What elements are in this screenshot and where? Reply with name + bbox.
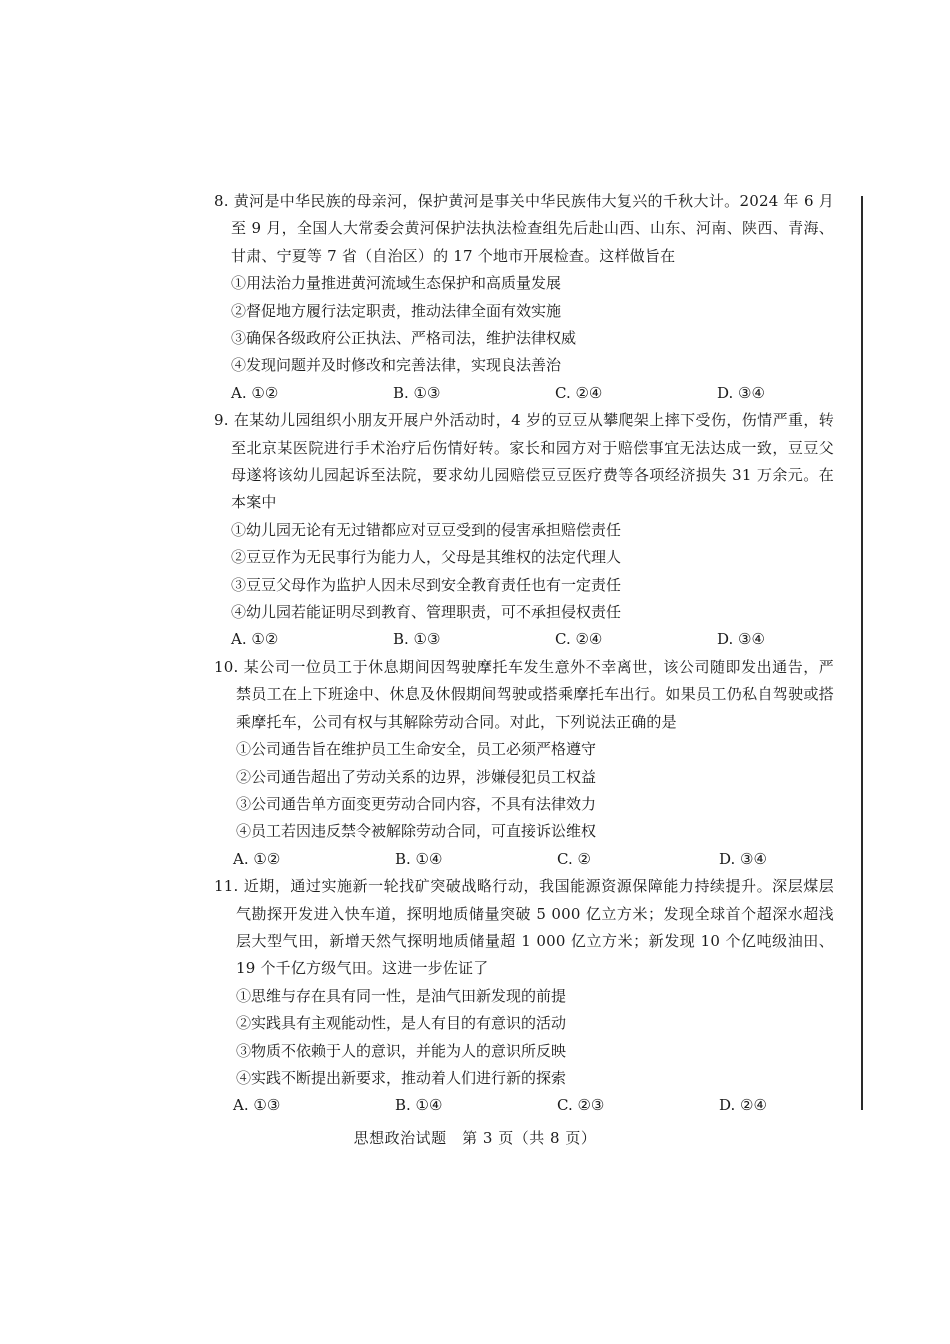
answer-choice-a: A. ①② [233,849,281,868]
statement-option: ②公司通告超出了劳动关系的边界，涉嫌侵犯员工权益 [236,767,597,786]
statement-option: ④幼儿园若能证明尽到教育、管理职责，可不承担侵权责任 [231,603,622,622]
question-stem: 9. 在某幼儿园组织小朋友开展户外活动时，4 岁的豆豆从攀爬架上摔下受伤，伤情严重，转至北京某医院进行手术治疗后伤情好转。家长和园方对于赔偿事宜无法达成一致，豆豆父母遂将该幼儿园起诉至法院，要求幼儿园赔偿豆豆医疗费等各项经济损失 31 万余元。在本案中 [214,411,834,512]
question-8 [214,188,834,407]
statement-option: ③物质不依赖于人的意识，并能为人的意识所反映 [236,1041,567,1060]
question-11 [214,873,834,1120]
question-stem: 8. 黄河是中华民族的母亲河，保护黄河是事关中华民族伟大复兴的千秋大计。2024 年 6 月至 9 月，全国人大常委会黄河保护法执法检查组先后赴山西、山东、河南、陕西、青海、甘肃、宁夏等 7 省（自治区）的 17 个地市开展检查。这样做旨在 [214,192,834,265]
statement-option: ①思维与存在具有同一性，是油气田新发现的前提 [236,986,567,1005]
statement-option: ④发现问题并及时修改和完善法律，实现良法善治 [231,356,562,375]
statement-option: ③确保各级政府公正执法、严格司法，维护法律权威 [231,329,577,348]
statement-option: ②督促地方履行法定职责，推动法律全面有效实施 [231,301,562,320]
statement-option: ④员工若因违反禁令被解除劳动合同，可直接诉讼维权 [236,822,597,841]
statement-option: ④实践不断提出新要求，推动着人们进行新的探索 [236,1068,567,1087]
answer-choice-c: C. ②③ [557,1096,605,1115]
answer-choices [214,846,834,873]
answer-choice-d: D. ③④ [717,383,765,402]
statement-option: ②实践具有主观能动性，是人有目的有意识的活动 [236,1014,567,1033]
answer-choice-a: A. ①③ [233,1096,281,1115]
answer-choice-b: B. ①③ [393,630,441,649]
answer-choice-d: D. ③④ [717,630,765,649]
statement-option: ③公司通告单方面变更劳动合同内容，不具有法律效力 [236,794,597,813]
answer-choices [214,1092,834,1119]
answer-choice-c: C. ② [557,849,591,868]
answer-choice-d: D. ③④ [719,849,767,868]
question-stem: 10. 某公司一位员工于休息期间因驾驶摩托车发生意外不幸离世，该公司随即发出通告，严禁员工在上下班途中、休息及休假期间驾驶或搭乘摩托车出行。如果员工仍私自驾驶或搭乘摩托车，公司有权与其解除劳动合同。对此，下列说法正确的是 [214,657,834,731]
answer-choice-b: B. ①④ [395,1096,443,1115]
question-stem: 11. 近期，通过实施新一轮找矿突破战略行动，我国能源资源保障能力持续提升。深层煤层气勘探开发进入快车道，探明地质储量突破 5 000 亿立方米；发现全球首个超深水超浅层大型气田，新增天然气探明地质储量超 1 000 亿立方米；新发现 10 个亿吨级油田、19 个千亿方级气田。这进一步佐证了 [214,877,834,978]
statement-option: ①用法治力量推进黄河流域生态保护和高质量发展 [231,274,562,293]
answer-choice-a: A. ①② [231,383,279,402]
question-10 [214,654,834,873]
answer-choice-c: C. ②④ [555,630,603,649]
answer-choices [214,380,834,407]
answer-choice-d: D. ②④ [719,1096,767,1115]
statement-option: ①幼儿园无论有无过错都应对豆豆受到的侵害承担赔偿责任 [231,520,622,539]
answer-choices [214,626,834,653]
page-footer: 思想政治试题 第 3 页（共 8 页） [353,1129,597,1147]
statement-option: ②豆豆作为无民事行为能力人，父母是其维权的法定代理人 [231,548,622,567]
answer-choice-c: C. ②④ [555,383,603,402]
answer-choice-b: B. ①③ [393,383,441,402]
question-list [214,188,834,1120]
answer-choice-a: A. ①② [231,630,279,649]
statement-option: ①公司通告旨在维护员工生命安全，员工必须严格遵守 [236,740,597,759]
margin-rule [861,196,863,1110]
statement-option: ③豆豆父母作为监护人因未尽到安全教育责任也有一定责任 [231,575,622,594]
answer-choice-b: B. ①④ [395,849,443,868]
question-9 [214,407,834,654]
